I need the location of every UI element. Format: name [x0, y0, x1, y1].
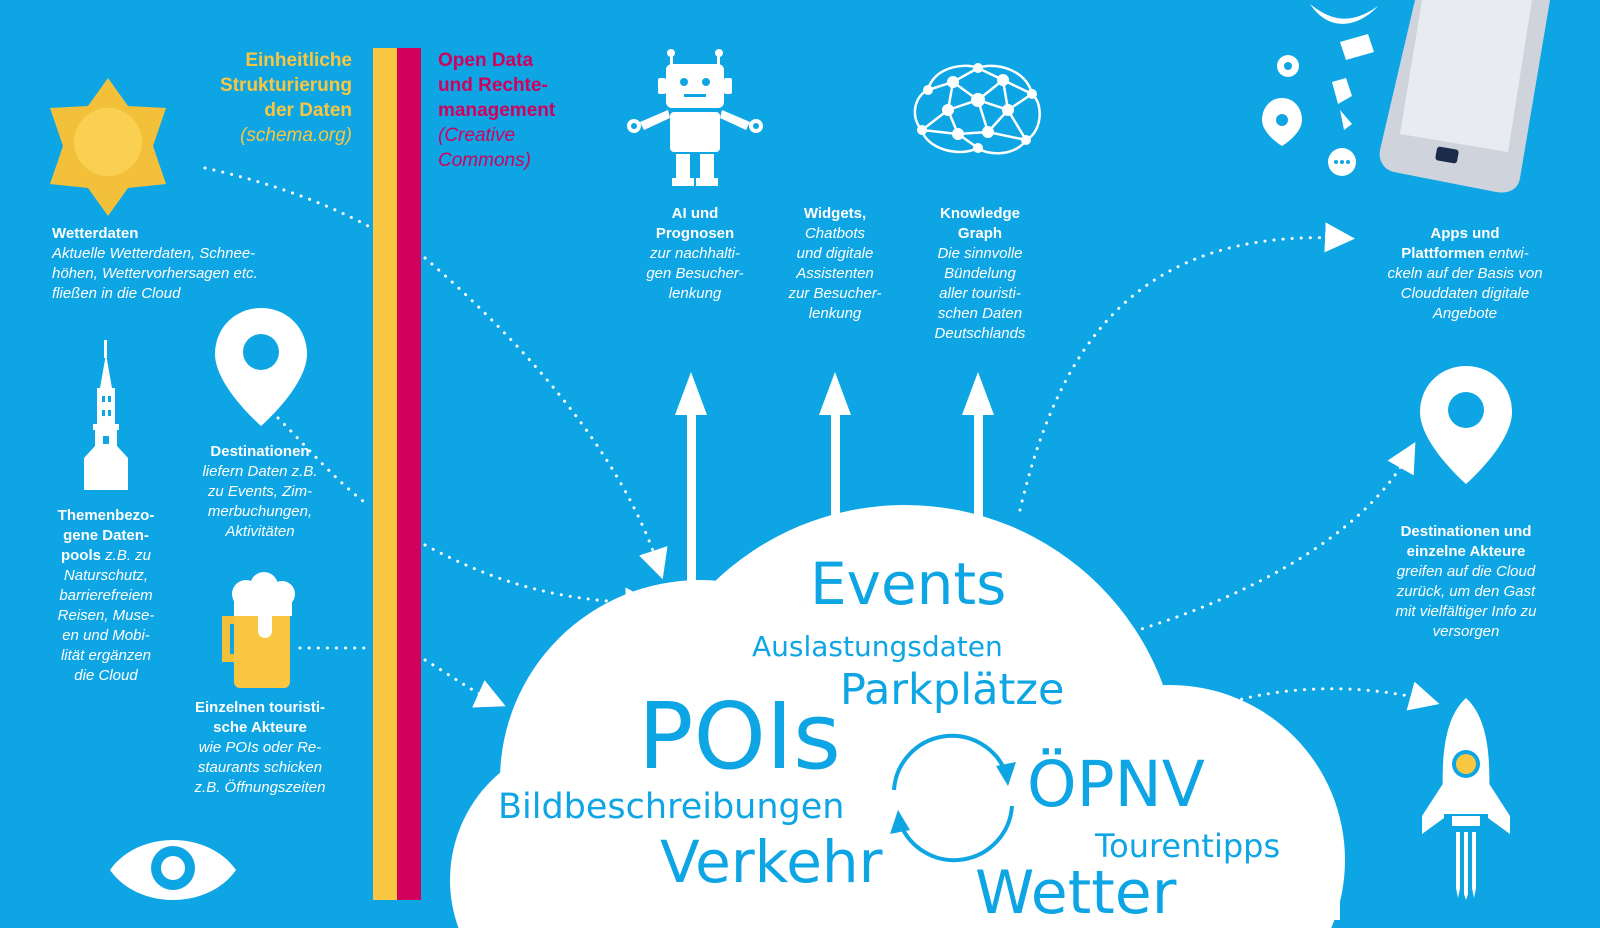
- ai-output-label: [620, 204, 770, 304]
- graph-output-title1: Knowledge: [939, 205, 1020, 222]
- destinations-consumer-line4: versorgen: [1432, 623, 1500, 640]
- destinations-consumer-line3: mit vielfältiger Info zu: [1395, 603, 1537, 620]
- destinations-source-line1: liefern Daten z.B.: [202, 463, 318, 480]
- cloud-word-parking: Parkplätze: [840, 665, 1065, 715]
- weather-source-line2: höhen, Wettervorhersagen etc.: [52, 265, 258, 282]
- apps-consumer-title2: Plattformen: [1401, 245, 1485, 262]
- opendata-heading-note2: Commons): [438, 150, 531, 171]
- weather-source-label: [52, 224, 312, 304]
- actors-source-line3: z.B. Öffnungszeiten: [194, 779, 326, 796]
- widgets-output-line3: Assistenten: [796, 265, 874, 282]
- themepools-source-line7: die Cloud: [74, 667, 138, 684]
- themepools-source-title1: Themenbezo-: [57, 507, 155, 524]
- opendata-heading-line1: Open Data: [438, 50, 534, 71]
- destinations-consumer-line2: zurück, um den Gast: [1396, 583, 1536, 600]
- opendata-heading-line3: management: [438, 100, 556, 121]
- actors-source-title2: sche Akteure: [213, 719, 307, 736]
- widgets-output-line1: Chatbots: [804, 225, 866, 242]
- themepools-source-line1: z.B. zu: [105, 547, 152, 564]
- widgets-output-line5: lenkung: [808, 305, 862, 322]
- sun-icon: [48, 78, 168, 218]
- widgets-output-title1: Widgets,: [803, 205, 867, 222]
- themepools-source-label: [36, 506, 176, 686]
- weather-source-title: Wetterdaten: [52, 225, 139, 242]
- themepools-source-line5: en und Mobi-: [62, 627, 150, 644]
- structure-heading-note: (schema.org): [240, 125, 352, 146]
- opendata-heading-note1: (Creative: [438, 125, 516, 146]
- smartphone-icon: [1260, 0, 1600, 200]
- actors-source-line1: wie POIs oder Re-: [198, 739, 322, 756]
- themepools-source-title2: gene Daten-: [63, 527, 149, 544]
- themepools-source-line4: Reisen, Muse-: [57, 607, 155, 624]
- cloud-word-transit: ÖPNV: [1027, 748, 1205, 821]
- beer-mug-icon: [218, 572, 308, 692]
- graph-output-line3: aller touristi-: [939, 285, 1021, 302]
- graph-output-line2: Bündelung: [944, 265, 1016, 282]
- graph-output-line4: schen Daten: [937, 305, 1023, 322]
- apps-consumer-line2: Clouddaten digitale: [1400, 285, 1530, 302]
- apps-consumer-title1: Apps und: [1430, 225, 1500, 242]
- ai-output-title2: Prognosen: [655, 225, 735, 242]
- weather-source-line1: Aktuelle Wetterdaten, Schnee-: [52, 245, 256, 262]
- themepools-source-title3: pools: [60, 547, 101, 564]
- structure-heading-line3: der Daten: [264, 100, 352, 121]
- themepools-source-line6: lität ergänzen: [60, 647, 152, 664]
- themepools-source-line3: barrierefreiem: [59, 587, 153, 604]
- apps-consumer-line1: ckeln auf der Basis von: [1387, 265, 1543, 282]
- location-pin-icon: [213, 308, 309, 428]
- destinations-source-line2: zu Events, Zim-: [207, 483, 313, 500]
- cloud-word-images: Bildbeschreibungen: [498, 787, 845, 827]
- ai-output-line1: zur nachhalti-: [649, 245, 741, 262]
- eye-icon: [108, 830, 238, 910]
- graph-output-title2: Graph: [957, 225, 1003, 242]
- cloud-word-events: Events: [810, 550, 1007, 618]
- cloud-word-pois: POIs: [638, 683, 841, 790]
- destinations-consumer-title1: Destinationen und: [1400, 523, 1532, 540]
- structure-heading-line1: Einheitliche: [245, 50, 352, 71]
- ai-output-title1: AI und: [671, 205, 719, 222]
- robot-icon: [620, 50, 770, 190]
- ai-output-line3: lenkung: [668, 285, 722, 302]
- widgets-output-line2: und digitale: [796, 245, 874, 262]
- actors-source-label: [170, 698, 350, 798]
- consumer-location-pin-icon: [1418, 366, 1514, 486]
- cloud-word-traffic: Verkehr: [660, 828, 883, 896]
- destinations-source-title: Destinationen: [210, 443, 310, 460]
- destinations-consumer-label: [1366, 522, 1566, 642]
- church-tower-icon: [81, 340, 131, 490]
- graph-output-label: [905, 204, 1055, 344]
- apps-consumer-line3: Angebote: [1432, 305, 1498, 322]
- destinations-source-line3: merbuchungen,: [207, 503, 313, 520]
- actors-source-title1: Einzelnen touristi-: [194, 699, 325, 716]
- widgets-output-label: [760, 204, 910, 324]
- opendata-heading-line2: und Rechte-: [438, 75, 548, 96]
- brain-network-icon: [908, 60, 1048, 160]
- destinations-source-label: [185, 442, 335, 542]
- weather-source-line3: fließen in die Cloud: [52, 285, 181, 302]
- widgets-output-line4: zur Besucher-: [788, 285, 882, 302]
- destinations-consumer-line1: greifen auf die Cloud: [1396, 563, 1536, 580]
- cloud-word-load: Auslastungsdaten: [752, 630, 1003, 663]
- destinations-source-line4: Aktivitäten: [225, 523, 295, 540]
- apps-consumer-label: [1370, 224, 1560, 324]
- sync-cycle-icon: [878, 728, 1028, 868]
- actors-source-line2: staurants schicken: [197, 759, 323, 776]
- cloud-word-weather: Wetter: [975, 858, 1177, 928]
- graph-output-line5: Deutschlands: [934, 325, 1026, 342]
- themepools-source-line2: Naturschutz,: [63, 567, 149, 584]
- ai-output-line2: gen Besucher-: [646, 265, 744, 282]
- destinations-consumer-title2: einzelne Akteure: [1406, 543, 1526, 560]
- structure-heading-line2: Strukturierung: [220, 75, 352, 96]
- rocket-icon: [1416, 698, 1516, 898]
- cloud-word-tours: Tourentipps: [1095, 827, 1281, 865]
- apps-consumer-line0: entwi-: [1488, 245, 1529, 262]
- graph-output-line1: Die sinnvolle: [937, 245, 1023, 262]
